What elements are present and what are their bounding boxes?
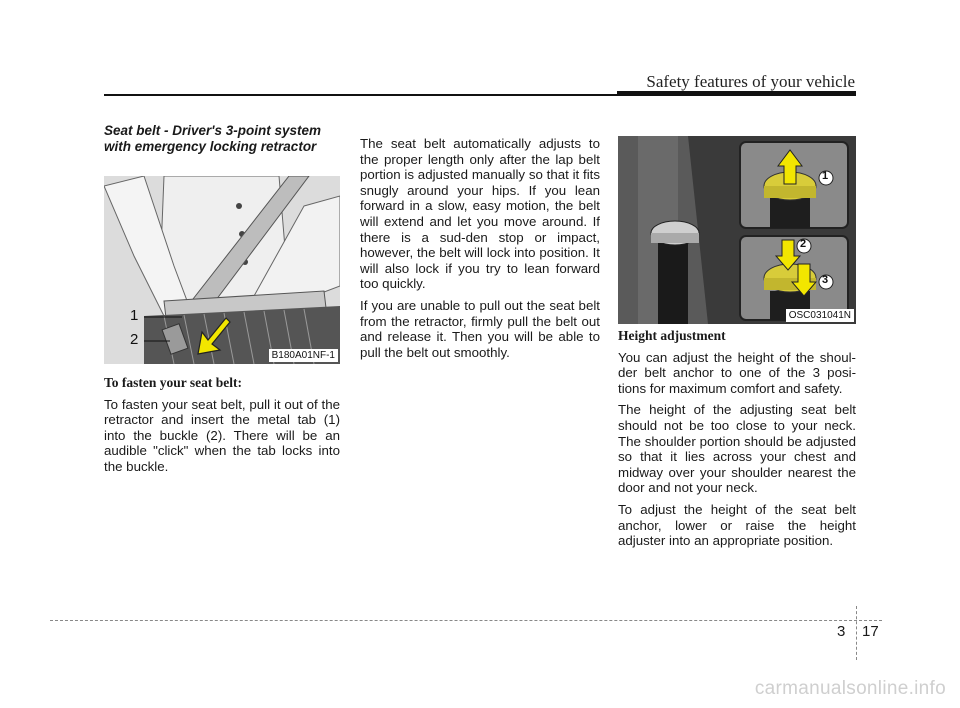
middle-column (360, 136, 600, 366)
header-title: Safety features of your vehicle (646, 72, 855, 91)
retractor-paragraph: The seat belt automatically adjusts to the proper length only after the lap belt portion is adjusted manually so that it fits snugly around your hips. If you lean forward in a slow, easy motion, the belt will extend and let you move around. If there is a sud-den stop or impact, however, the belt will lock into position. It will also lock if you try to lean forward too quickly. (360, 136, 600, 292)
height-paragraph-3: To adjust the height of the seat belt anchor, lower or raise the height adjuster into an appropriate position. (618, 501, 856, 549)
footer-rule (50, 620, 882, 621)
height-paragraph-2: The height of the adjusting seat belt should not be too close to your neck. The shoulder portion should be adjusted so that it lies across your chest and midway over your shoulder nearest the door and not your neck. (618, 402, 856, 496)
height-paragraph-1: You can adjust the height of the shoul-der belt anchor to one of the 3 posi-tions for maximum comfort and safety. (618, 349, 856, 396)
callout-1: 1 (822, 170, 829, 182)
page-divider (856, 606, 857, 660)
callout-2: 2 (130, 331, 139, 348)
callout-3: 3 (822, 274, 829, 286)
fasten-subheading: To fasten your seat belt: (104, 375, 242, 390)
pull-out-paragraph: If you are unable to pull out the seat belt from the retractor, firmly pull the belt out and release it. Then you will be able to pull the belt out smoothly. (360, 297, 600, 360)
height-adjuster-illustration (618, 136, 856, 324)
section-heading: Seat belt - Driver's 3-point system with emergency locking retractor (104, 123, 322, 154)
page-number: 17 (862, 623, 879, 640)
height-adjustment-subheading: Height adjustment (618, 328, 726, 343)
left-column-text (104, 375, 340, 481)
watermark: carmanualsonline.info (754, 678, 946, 699)
fasten-paragraph: To fasten your seat belt, pull it out of the retractor and insert the metal tab (1) into the buckle (2). There will be an audible "click" when the tab locks into the buckle. (104, 396, 340, 474)
seatbelt-fasten-illustration (104, 176, 340, 364)
header-rule-accent (617, 91, 856, 96)
callout-1: 1 (130, 307, 139, 324)
callout-2: 2 (800, 238, 807, 250)
seatbelt-fasten-figure (104, 176, 340, 364)
chapter-number: 3 (837, 623, 846, 640)
right-column-text (618, 328, 856, 555)
figure-code: B180A01NF-1 (269, 349, 338, 362)
figure-code: OSC031041N (786, 309, 854, 322)
left-column (104, 123, 340, 155)
height-adjuster-figure (618, 136, 856, 324)
